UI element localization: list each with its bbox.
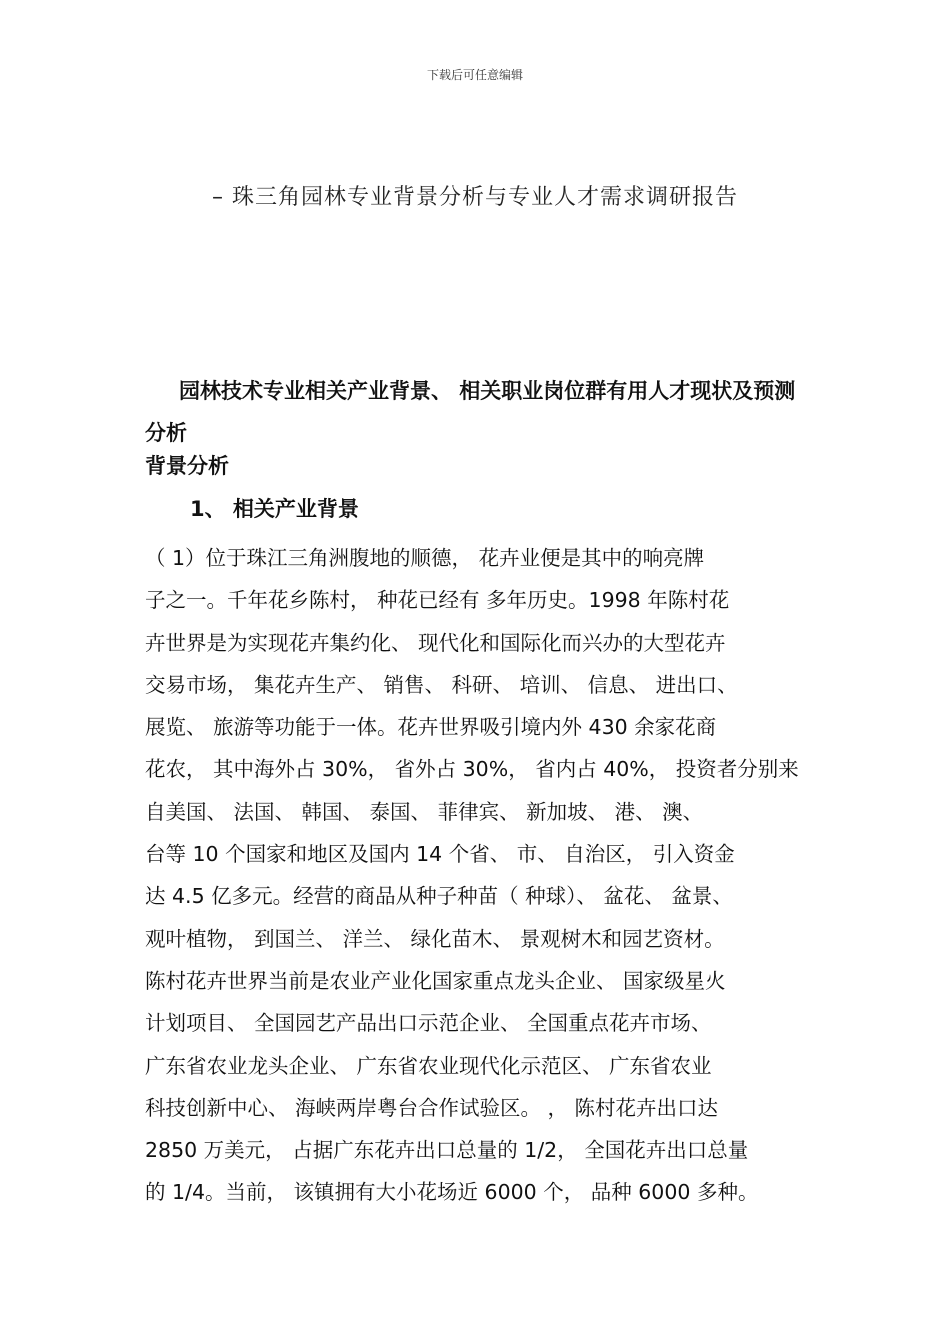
paragraph-line: 的 1/4。当前， 该镇拥有大小花场近 6000 个， 品种 6000 多种。 [145, 1180, 759, 1205]
paragraph-line: 陈村花卉世界当前是农业产业化国家重点龙头企业、 国家级星火 [145, 968, 726, 993]
paragraph-line: 展览、 旅游等功能于一体。花卉世界吸引境内外 430 余家花商 [145, 715, 717, 740]
paragraph-line: 达 4.5 亿多元。经营的商品从种子种苗（ 种球）、 盆花、 盆景、 [145, 884, 733, 909]
paragraph-line: 交易市场， 集花卉生产、 销售、 科研、 培训、 信息、 进出口、 [145, 672, 738, 697]
paragraph-line: 子之一。千年花乡陈村， 种花已经有 多年历史。1998 年陈村花 [145, 588, 730, 613]
paragraph-line: （ 1）位于珠江三角洲腹地的顺德， 花卉业便是其中的响亮牌 [145, 546, 705, 570]
paragraph-line: 自美国、 法国、 韩国、 泰国、 菲律宾、 新加坡、 港、 澳、 [145, 799, 704, 824]
document-title: – 珠三角园林专业背景分析与专业人才需求调研报告 [212, 185, 738, 210]
paragraph-line: 卉世界是为实现花卉集约化、 现代化和国际化而兴办的大型花卉 [145, 630, 726, 655]
paragraph-line: 台等 10 个国家和地区及国内 14 个省、 市、 自治区， 引入资金 [145, 842, 735, 867]
subsection-heading: 1、 相关产业背景 [190, 497, 359, 521]
main-heading: 园林技术专业相关产业背景、 相关职业岗位群有用人才现状及预测分析 [145, 379, 796, 445]
paragraph-line: 2850 万美元， 占据广东花卉出口总量的 1/2， 全国花卉出口总量 [145, 1138, 749, 1163]
body-paragraph [145, 537, 817, 1214]
watermark-text: 下载后可任意编辑 [426, 68, 523, 82]
paragraph-line: 计划项目、 全国园艺产品出口示范企业、 全国重点花卉市场、 [145, 1011, 712, 1036]
section-heading: 背景分析 [145, 454, 229, 478]
paragraph-line: 观叶植物， 到国兰、 洋兰、 绿化苗木、 景观树木和园艺资材。 [145, 926, 725, 951]
paragraph-line: 广东省农业龙头企业、 广东省农业现代化示范区、 广东省农业 [145, 1053, 712, 1078]
paragraph-line: 科技创新中心、 海峡两岸粤台合作试验区。 ， 陈村花卉出口达 [145, 1095, 719, 1120]
paragraph-line: 花农， 其中海外占 30%， 省外占 30%， 省内占 40%， 投资者分别来 [145, 757, 799, 782]
